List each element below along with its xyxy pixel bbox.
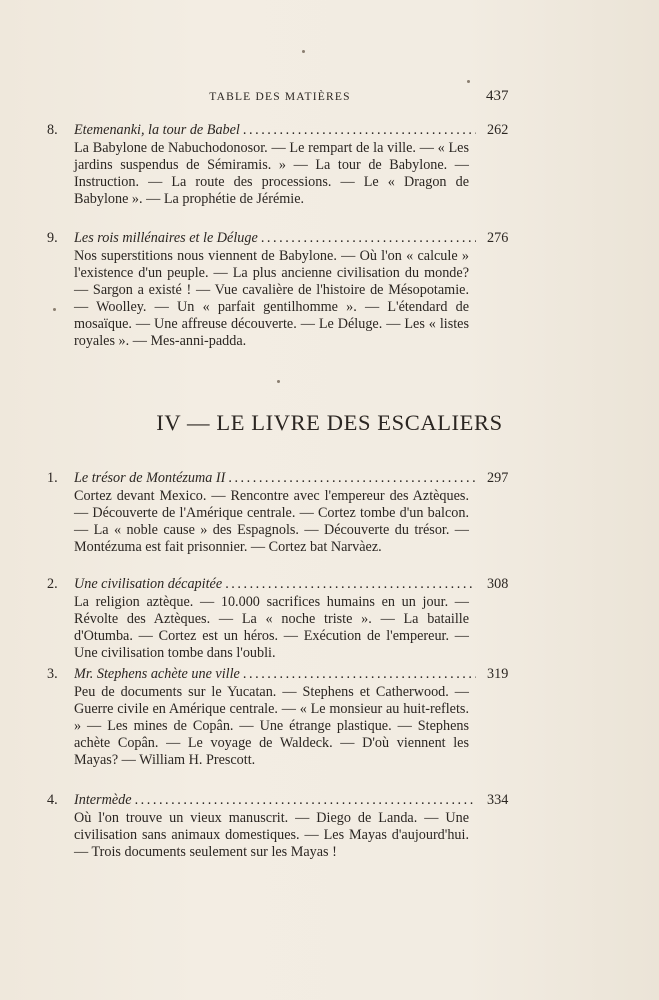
entry-title: Le trésor de Montézuma II . . .: [74, 468, 476, 488]
entry-page-number: 297: [487, 470, 509, 486]
toc-entry: [47, 790, 509, 861]
section-heading: IV — LE LIVRE DES ESCALIERS: [156, 410, 503, 435]
entry-summary: Où l'on trouve un vieux manuscrit. — Diego de Landa. — Une civilisation sans animaux domestiques. — Les Mayas d'aujourd'hui. — Trois documents seulement sur les Mayas !: [74, 810, 469, 860]
entry-number: 8.: [47, 122, 58, 138]
entry-title: Mr. Stephens achète une ville . . .: [74, 664, 476, 684]
entry-summary: Peu de documents sur le Yucatan. — Stephens et Catherwood. — Guerre civile en Amérique centrale. — « Le monsieur au huit-reflets. » — Les mines de Copân. — Une étrange plastique. — Stephens achète Copân. — Le voyage de Waldeck. — D'où viennent les Mayas? — William H. Prescott.: [74, 684, 469, 768]
entry-title: Une civilisation décapitée . . .: [74, 574, 476, 594]
entry-page-number: 276: [487, 230, 509, 246]
entry-title: Etemenanki, la tour de Babel . . .: [74, 120, 476, 140]
toc-entry: [47, 574, 509, 662]
paper-speck: [277, 380, 280, 383]
entry-summary: La religion aztèque. — 10.000 sacrifices humains en un jour. — Révolte des Aztèques. — La « noche triste ». — La bataille d'Otumba. — Cortez est un héros. — Exécution de l'empereur. — Une civilisation tombe dans l'oubli.: [74, 594, 469, 661]
entry-number: 2.: [47, 576, 58, 592]
entry-number: 3.: [47, 666, 58, 682]
toc-entry: [47, 468, 509, 556]
toc-entry: [47, 228, 509, 349]
toc-entry: [47, 120, 509, 208]
toc-entry: [47, 664, 509, 769]
paper-speck: [467, 80, 470, 83]
entry-title: Les rois millénaires et le Déluge . . .: [74, 228, 476, 248]
entry-title: Intermède . . .: [74, 790, 476, 810]
page-number: 437: [486, 88, 509, 104]
entry-summary: Nos superstitions nous viennent de Babylone. — Où l'on « calcule » l'existence d'un peuple. — La plus ancienne civilisation du monde? — Sargon a existé ! — Vue cavalière de l'histoire de Mésopotamie. — Woolley. — Un « parfait gentilhomme ». — L'étendard de mosaïque. — Une affreuse découverte. — Le Déluge. — Les « listes royales ». — Mes-anni-padda.: [74, 248, 469, 349]
entry-number: 1.: [47, 470, 58, 486]
entry-page-number: 308: [487, 576, 509, 592]
entry-number: 4.: [47, 792, 58, 808]
page-header: [0, 88, 659, 110]
entry-page-number: 319: [487, 666, 509, 682]
paper-speck: [302, 50, 305, 53]
entry-number: 9.: [47, 230, 58, 246]
entry-page-number: 262: [487, 122, 509, 138]
entry-page-number: 334: [487, 792, 509, 808]
entry-summary: Cortez devant Mexico. — Rencontre avec l'empereur des Aztèques. — Découverte de l'Amérique centrale. — Cortez tombe d'un balcon. — La « noble cause » des Espagnols. — Découverte du trésor. — Montézuma est fait prisonnier. — Cortez bat Narvàez.: [74, 488, 469, 555]
entry-summary: La Babylone de Nabuchodonosor. — Le rempart de la ville. — « Les jardins suspendus de Sémiramis. » — La tour de Babylone. — Instruction. — La route des processions. — Le « Dragon de Babylone ». — La prophétie de Jérémie.: [74, 140, 469, 207]
running-title: TABLE DES MATIÈRES: [209, 91, 351, 103]
